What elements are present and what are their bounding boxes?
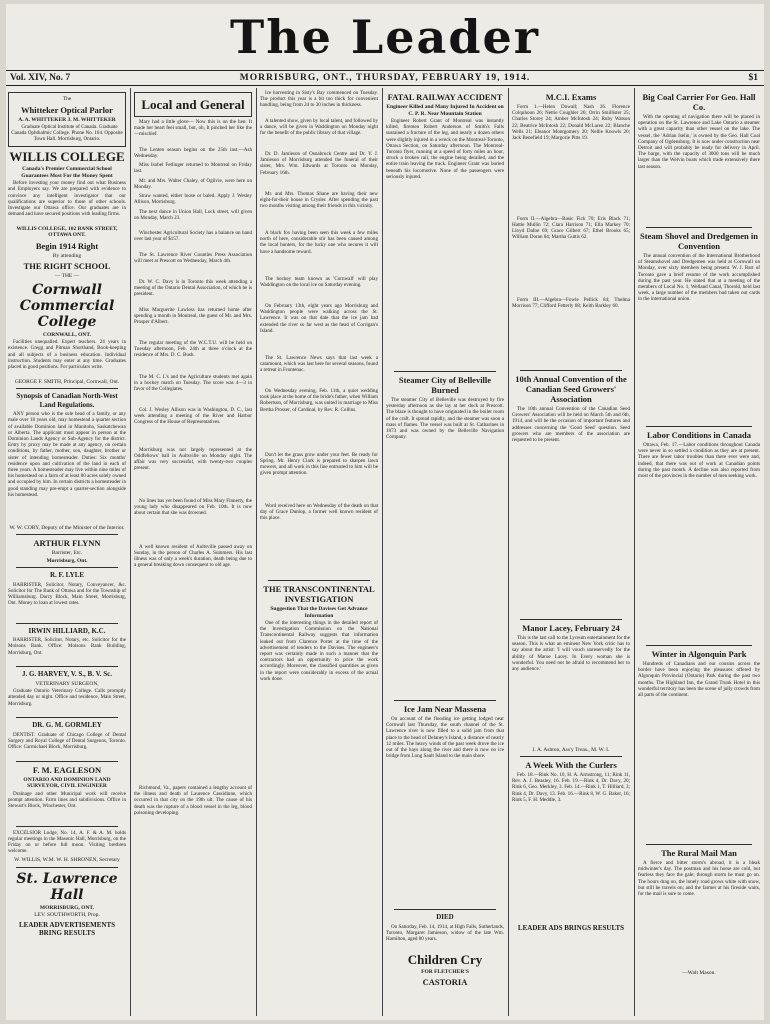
willis-college-sub: Canada's Premier Commercial School Guarantees Most For the Money Spent (21, 166, 113, 179)
cornwall-place: CORNWALL, ONT. (42, 331, 92, 338)
leader-ads-notice: LEADER ADVERTISEMENTS BRING RESULTS (18, 920, 116, 938)
newspaper-page (6, 4, 764, 1020)
hilliard-text: BARRISTER, Solicitor, Notary, etc. Solicitor for the Molsons Bank. Office: Molsons Bank Building, Morrisburg, Ont. (8, 637, 126, 656)
news-item: On February 13th, eight years ago Morrisburg and Waddington people were walking across the St. Lawrence. It was on that date that the ice jam had extended the river so far west as the head of Corrigan's Island. (260, 303, 378, 334)
local-item: Mary had a little glove— Now this is on the hen: It made her heart feel small, but, oh, It pinched her like the—mischief. (134, 119, 252, 138)
news-item: Dr. D. Jamieson of Osnabruck Centre and Dr. Y. J. Jamieson of Morrisburg attended the funeral of their sister, Mrs. Wm. Edwards at Toronto on Monday, February 16th. (260, 151, 378, 176)
divider (16, 388, 118, 389)
maroe-lacey-text: This is the last call to the Lyceum entertainment for the season. This is what an eminent New York critic has to say about the artist: 'I will vouch unreservedly for the ability of Maroe Lacey. In Every woman she is wonderful. You need not be afraid to recommend her to any audience.' (512, 635, 630, 673)
news-item: A black fox having been seen this week a few miles north of here, considerable stir has been caused among the local hunters, for the lucky one who secures it will have a handsome reward. (260, 230, 378, 255)
right-school-title: THE RIGHT SCHOOL (23, 261, 111, 272)
willis-college-text: Before investing your money find out what Business and Employers say. We are prepared with evidence to convince any intelligent investigator that our qualifications are superior to those of other schools. Investigate our Ottawa office. Our graduates are in demand and have secured positions with leading firms. (8, 180, 126, 218)
hilliard-name: IRWIN HILLIARD, K.C. (28, 626, 106, 635)
divider (394, 700, 496, 701)
hall-proprietor: LEV. SOUTHWORTH, Prop. (34, 912, 100, 919)
divider (646, 426, 752, 427)
divider (520, 619, 622, 620)
railway-accident-sub: Engineer Killed and Many Injured In Accident on C. P. R. Near Mountain Station (386, 104, 504, 117)
cornwall-text: Facilities unequalled. Expert teachers. 24 years in existence. Gregg and Pitman Shorthand, Book-keeping and all subjects of a business education. Individual instruction. Students may enter at any time. Graduates placed in good positions. For particulars write. (8, 339, 126, 370)
begin-1914-sub: By attending (52, 252, 82, 259)
column-3 (260, 90, 378, 1016)
divider (16, 666, 118, 667)
maroe-lacey-signature: I. A. Ashton, Ass'y Treas., M. W. I. (532, 746, 610, 753)
synopsis-signature: W. W. CORY, Deputy of the Minister of the Interior. (9, 524, 125, 531)
ice-jam-title: Ice Jam Near Massena (403, 704, 487, 714)
local-item: Miss Isobel Fetlinger returned to Montreal on Friday last. (134, 162, 252, 175)
news-item: A talented show, given by local talent, and followed by a dance, will be given in Waddington on Monday night for the benefit of the public library of that village. (260, 117, 378, 136)
steam-shovel-text: The annual convention of the International Brotherhood of Steamshovel and Dredgemen was held at Cornwall on Monday, over sixty members being present. W. J. Barr of Toronto gave a brief resume of the work accomplished during the past year. He stated that at a meeting of the members of Local No. 1, Welland Canal, Thorold, held last week, a large number of the members had taken out cards in the international union. (638, 253, 760, 303)
column-4 (386, 90, 504, 1016)
column-2 (134, 90, 252, 1016)
maroe-lacey-title: Manor Lacey, February 24 (522, 623, 620, 633)
begin-1914-title: Begin 1914 Right (35, 240, 99, 251)
local-item: Col. J. Wesley Allison was in Washington, D. C., last week attending a meeting of the River and Harbor Congress of the House of Representatives. (134, 407, 252, 426)
divider (16, 717, 118, 718)
parlor-the: The (62, 96, 72, 102)
news-item: Ice harvesting in Sisty's Bay commenced on Tuesday. The product this year is a bit too thick for convenient handling, being from 24 to 30 inches in thickness. (260, 90, 378, 109)
lodge-signature: W. WILLIS, W.M. W. H. SHRONEN, Secretary (14, 857, 120, 864)
divider (16, 867, 118, 868)
mci-exams-text: Form 1.—Helen Dowall; Nash 26. Florence Colquhoun 26; Nettie Coughler 26; Orrin Smillister 25; Charles Storey 24; Amber McIntosh 24; Ruby Watson 22; Beatrice McIntosh 22; Donald McLaren 22; Blanche Wells 21; Eleanor Montgomery 20; Nellie Knowls 20; Jack Benefield 19; Margorie Pitts 19. (512, 104, 630, 142)
divider (268, 580, 370, 581)
local-item: Miss Marguerite Lawless has returned home after spending a month in Montreal, the guest of Mr. and Mrs. Prosper d'Albert. (134, 306, 252, 325)
masthead-title: The Leader (229, 10, 541, 64)
divider (16, 761, 118, 762)
price: $1 (748, 73, 758, 83)
divider (16, 623, 118, 624)
transcontinental-title: THE TRANSCONTINENTAL INVESTIGATION (263, 584, 375, 604)
steamer-text: The steamer City of Belleville was destroyed by fire yesterday afternoon as she lay at her dock at Prescott. The blaze is thought to have originated in the boiler room of the craft. It spread rapidly, and the steamer was soon a mass of flames. The vessel was built at St. Catharines in 1873 and was owned by the Belleville Navigation Company. (386, 397, 504, 441)
arthur-flynn-place: Morrisburg, Ont. (46, 557, 88, 564)
local-item: No lines has yet been found of Miss Mary Finnerty, the young lady who disappeared on Feb. 10th. It is now about certain that she was drowned. (134, 498, 252, 517)
castoria-line: CASTORIA (422, 977, 468, 987)
steamer-title: Steamer City of Belleville Burned (398, 375, 492, 395)
local-item: Richmond, Va., papers contained a lengthy account of the illness and death of Laurence Cassidinne, which occurred in that city on the 19th ult. The cause of his death was the rupture of a blood vessel in the leg, blood poisoning developing. (134, 785, 252, 816)
local-item: The next dance in Union Hall, Lock street, will given on Monday, March 23. (134, 208, 252, 221)
arthur-flynn-name: ARTHUR FLYNN (33, 538, 101, 549)
local-item: The regular meeting of the W.C.T.U. will be held on Tuesday afternoon, Feb. 24th at three o'clock at the residence of Mrs. D. C. Bush. (134, 340, 252, 359)
parlor-names: A. A. WHITTEKER J. M. WHITTEKER (18, 116, 116, 123)
column-1 (8, 90, 126, 1016)
lodge-text: EXCELSIOR Lodge, No. 14, A. F. & A. M. holds regular meetings in the Masonic Hall, Morrisburg, on the Friday on or before full moon. Visiting brethren welcome. (8, 829, 126, 855)
gormley-name: DR. G. M. GORMLEY (32, 721, 102, 730)
divider (16, 826, 118, 827)
column-rule (256, 88, 257, 1016)
local-general-title: Local and General (141, 97, 245, 112)
harvey-sub: VETERINARY SURGEON, (35, 680, 99, 687)
divider (646, 227, 752, 228)
fletcher-line: FOR FLETCHER'S (421, 968, 469, 975)
column-5 (512, 90, 630, 1016)
mci-exams-title: M.C.I. Exams (545, 92, 597, 102)
news-item: Word received here on Wednesday of the death on that day of Grace Dunlop, a former well known resident of this place. (260, 503, 378, 522)
column-rule (634, 88, 635, 1016)
news-item: On Wednesday evening, Feb. 11th, a quiet wedding took place at the home of the bride's father, when William Robertson, of Morrisburg, was united in marriage to Miss Bertha Prosser, of Cardinal, by Rev. R. Collins. (260, 388, 378, 413)
seed-growers-text: The 10th annual Convention of the Canadian Seed Growers' Association will be held on March 5th and 6th, 1914, and will be the occasion of important features and addresses concerning the 'Good Seed' question. Seed growers who are members of the association are requested to be present. (512, 406, 630, 444)
curlers-text: Feb. 18.—Rink No. 10, H. A. Armstrong, 11; Rink 11, Rev. A. J. Beasley, 16. Feb. 19.—Rink 4, Dr. Davy, 20; Rink 6, Geo. Merkley, 3. Feb. 14.—Rink 1, T. Hilliard, 3; Rink 4, Dr. Davy, 13. Feb. 16.—Rink 8, W. G. Baker, 16; Rink 5, F. H. Meddle, 3. (512, 772, 630, 803)
divider (646, 844, 752, 845)
gormley-text: DENTIST. Graduate of Chicago College of Dental Surgery and Royal College of Dental Surgeons, Toronto. Office: Carmichael Block, Morrisburg. (8, 731, 126, 751)
rural-mail-title: The Rural Mail Man (661, 848, 737, 858)
local-item: A well known resident of Aultsville passed away on Sunday, in the person of Charles A. Summers. His last illness was of only a week's duration, death being due to a general breaking down consequent to old age. (134, 543, 252, 569)
lyle-name: R. F. LYLE (49, 571, 85, 580)
news-item: Don't let the grass grow under your feet. Be ready for Spring. Mr. Henry Clark is prepared to sharpen lawn mowers, and all work in this line entrusted to him will be given prompt attention. (260, 451, 378, 477)
cornwall-college-title: Cornwall Commercial College (19, 281, 115, 330)
ice-jam-text: On account of the flooding ice getting lodged near Cornwall last Thursday, the south channel of the St. Lawrence river is now filled to a solid jam from that place to the head of Delaney's Island, a distance of nearly 12 miles. The heavy winds of the past week drove the ice out of the bays along the river and there is now no ice bridge from Long Sault Island to the main shore. (386, 716, 504, 760)
harvey-name: J. G. HARVEY, V. S., B. V. Sc. (21, 670, 112, 679)
steam-shovel-title: Steam Shovel and Dredgemen in Convention (640, 231, 758, 251)
synopsis-text: ANY person who is the sole head of a family, or any male over 18 years old, may homestead a quarter section of available Dominion land in Manitoba, Saskatchewan or Alberta. The applicant must appear in person at the Dominion Lands Agency or Sub-Agency for the district. Entry by proxy may be made at any agency, on certain conditions, by father, mother, son, daughter, brother or sister of intending homesteader. Duties: Six months' residence upon and cultivation of the land in each of three years. A homesteader may live within nine miles of his homestead on a farm of at least 80 acres solely owned and occupied by him. In certain districts a homesteader in good standing may pre-empt a quarter-section alongside his homestead. (8, 411, 126, 498)
local-item: Winchester Agricultural Society has a balance on hand over last year of $157. (134, 230, 252, 243)
parlor-title: Whitteker Optical Parlor (21, 104, 113, 115)
local-item: Mr. and Mrs. Walter Chaley, of Ogilvie, were here on Monday. (134, 177, 252, 190)
volume-number: Vol. XIV, No. 7 (10, 73, 71, 83)
willis-college-title: WILLIS COLLEGE (9, 149, 125, 165)
eagleson-text: Drainage and other Municipal work will receive prompt attention. Farm lines and subdivisions. Office in Stewart's Block, Winchester, Ont. (8, 790, 126, 810)
children-cry: Children Cry (407, 951, 483, 967)
died-title: DIED (436, 913, 454, 921)
news-item: Mr. and Mrs. Thomas Shane are having their new eight-for-their house in Crysler. After spending the past two months visiting among their friends in this vicinity. (260, 190, 378, 209)
divider (16, 534, 118, 535)
labor-conditions-title: Labor Conditions in Canada (646, 430, 751, 440)
transcontinental-text: One of the interesting things in the detailed report of the Investigation Commission on the National Transcontinental Railway suggests that information leaked out from Clarence Porter at the time of the advertisement of tenders to the Davises. The engineer's report was certainly made in such a manner that the contractors had an opportunity to price the work accordingly. Moreover, the classified quantities as given in the report were considerably in excess of the actual work done. (260, 620, 378, 682)
place-date: MORRISBURG, ONT., THURSDAY, FEBRUARY 19, 1914. (239, 73, 531, 83)
lyle-text: BARRISTER, Solicitor, Notary, Conveyancer, &c. Solicitor for The Bank of Ottawa and for the Township of Williamsburg. Darcy Block, Main Street, Morrisburg, Ont. Money to loan at lowest rates. (8, 581, 126, 607)
coal-carrier-title: Big Coal Carrier For Geo. Hall Co. (642, 92, 756, 112)
divider (16, 567, 118, 568)
rural-mail-text: A fierce and bitter storm's abroad, it is a bleak midwinter's day. The postman and his horse are cold, but fearless they face the gale; through storm he must go on. The hours drag on, the lonely road grows white with snow, but still he travels on; and the farmer at his fireside waits, for the mail is sure to come. (638, 860, 760, 898)
willis-college-address: WILLIS COLLEGE, 102 BANK STREET, OTTAWA ONT. (16, 225, 118, 239)
mci-form3-text: Form III.—Algebra—Fowle Pellick 84; Thelma Morrison 77; Clifford Fetterly 68; Keith Barkley 60. (512, 297, 630, 310)
local-item: Morrisburg was not largely represented at the Oddfellows' ball in Aultsville on Monday night. The affair was very successful, with twenty-two couples present. (134, 446, 252, 472)
hall-place: MORRISBURG, ONT. (39, 904, 95, 911)
divider (520, 370, 622, 371)
seed-growers-title: 10th Annual Convention of the Canadian Seed Growers' Association (515, 374, 627, 404)
column-rule (508, 88, 509, 1016)
st-lawrence-hall-title: St. Lawrence Hall (16, 870, 118, 903)
leader-ads-notice: LEADER ADS BRINGS RESULTS (517, 924, 625, 932)
harvey-text: Graduate Ontario Veterinary College. Calls promptly attended day or night. Office and residence, Main Street, Morrisburg. (8, 688, 126, 707)
parlor-text: Graduate Optical Institute of Canada. Graduate Canada Ophthalmic College. Phone No. 164. Opposite Town Hall. Morrisburg, Ontario. (11, 124, 123, 143)
column-rule (382, 88, 383, 1016)
column-rule (130, 88, 131, 1016)
railway-accident-text: Engineer Robert Grant of Montreal was instantly killed, firemen Robert Anderson of Smith's Falls sustained a fracture of the leg, and nearly a dozen others were slightly injured in a wreck on the Montreal-Toronto, Ottawa Section, on Saturday afternoon. The Montreal-Toronto flyer, running at a speed of forty miles an hour, struck a broken rail, the engine being derailed, and the entire train leaving the track. Engineer Grant was buried beneath his locomotive. None of the passengers were seriously injured. (386, 118, 504, 180)
died-text: On Saturday, Feb. 14, 1914, at High Falls, Sutherlands, Toronto, Margaret Jamieson, widow of the late Wm. Hamilton, aged 80 years. (386, 923, 504, 942)
cornwall-the: — THE — (54, 273, 80, 280)
labor-conditions-text: Ottawa, Feb. 17.—Labor conditions throughout Canada were never in so settled a condition as they are at present. There are fewer labor troubles than there ever were and, indeed, that there was out of work at Canadian points during the past month. A decline was also reported from most of the provinces in the number of men seeking work. (638, 442, 760, 480)
divider (394, 371, 496, 372)
transcontinental-sub: Suggestion That the Davises Get Advance Information (270, 606, 368, 619)
column-6 (638, 90, 760, 1016)
mci-form2-text: Form II.—Algebra—Basic Fick 70; Eris Black 71; Hattie Mullin 72; Clara Harrison 71; Ella Markey 70; Lloyd Dafoe 69; Grace Gilbert 67; Ethel Brooks 65; William Doran 64; Martha Guttis 62. (512, 215, 630, 241)
cornwall-signature: GEORGE F. SMITH, Principal, Cornwall, Ont. (14, 378, 120, 385)
news-item: The hockey team known as 'Cornwall' will play Waddington on the local ice on Saturday evening. (260, 275, 378, 288)
synopsis-title: Synopsis of Canadian North-West Land Regulations. (16, 392, 118, 409)
local-item: The Lenten season begins on the 25th inst.—Ash Wednesday. (134, 146, 252, 159)
divider (520, 756, 622, 757)
dateline-bar (6, 70, 764, 86)
eagleson-sub: ONTARIO AND DOMINION LAND SURVEYOR, CIVIL ENGINEER (23, 776, 111, 790)
local-item: Dr. W. C. Davy is in Toronto this week attending a meeting of the Ontario Dental Association, of which he is president. (134, 279, 252, 298)
arthur-flynn-title: Barrister, Etc. (51, 550, 83, 557)
news-item: The St. Lawrence News says that last week a catamount, which was last here for several seasons, found a retreat in Frontenac. (260, 354, 378, 373)
local-item: Straw wanted, either loose or baled. Apply J. Wesley Allison, Morrisburg. (134, 193, 252, 206)
local-item: The St. Lawrence River Counties Press Association will meet at Prescott on Wednesday, March 4th. (134, 251, 252, 264)
rural-mail-signature: —Walt Mason. (682, 969, 716, 976)
railway-accident-title: FATAL RAILWAY ACCIDENT (387, 92, 503, 102)
divider (394, 909, 496, 910)
optical-parlor-ad (8, 92, 126, 147)
algonquin-text: Hundreds of Canadians and our cousins across the border have been enjoying the pleasures offered by Algonquin Provincial (Ontario) Park during the past two months. The Highland Inn, the Grand Trunk Hotel in this wonderful territory has been the scene of jolly crowds from all parts of the continent. (638, 661, 760, 699)
curlers-title: A Week With the Curlers (525, 760, 617, 770)
eagleson-name: F. M. EAGLESON (32, 764, 102, 775)
algonquin-title: Winter in Algonquin Park (651, 649, 747, 659)
divider (646, 645, 752, 646)
local-item: The M. C. I.'s and the Agriculture students met again in a hockey match on Tuesday. The score was 4—3 in favor of the Collegiates. (134, 373, 252, 392)
coal-carrier-text: With the opening of navigation there will be placed in operation on the St. Lawrence and Lake Ontario a steamer with a great capacity than other vessel on the lake. The vessel, the 'Adrian Iselin,' is owned by the Geo. Hall Coal Company of Ogdensburg. It is now under construction near Detroit and will probably be ready for delivery in April. The barge, with the capacity of 3000 tons will be much larger than the Welvin boats which trade extensively there last season. (638, 114, 760, 170)
